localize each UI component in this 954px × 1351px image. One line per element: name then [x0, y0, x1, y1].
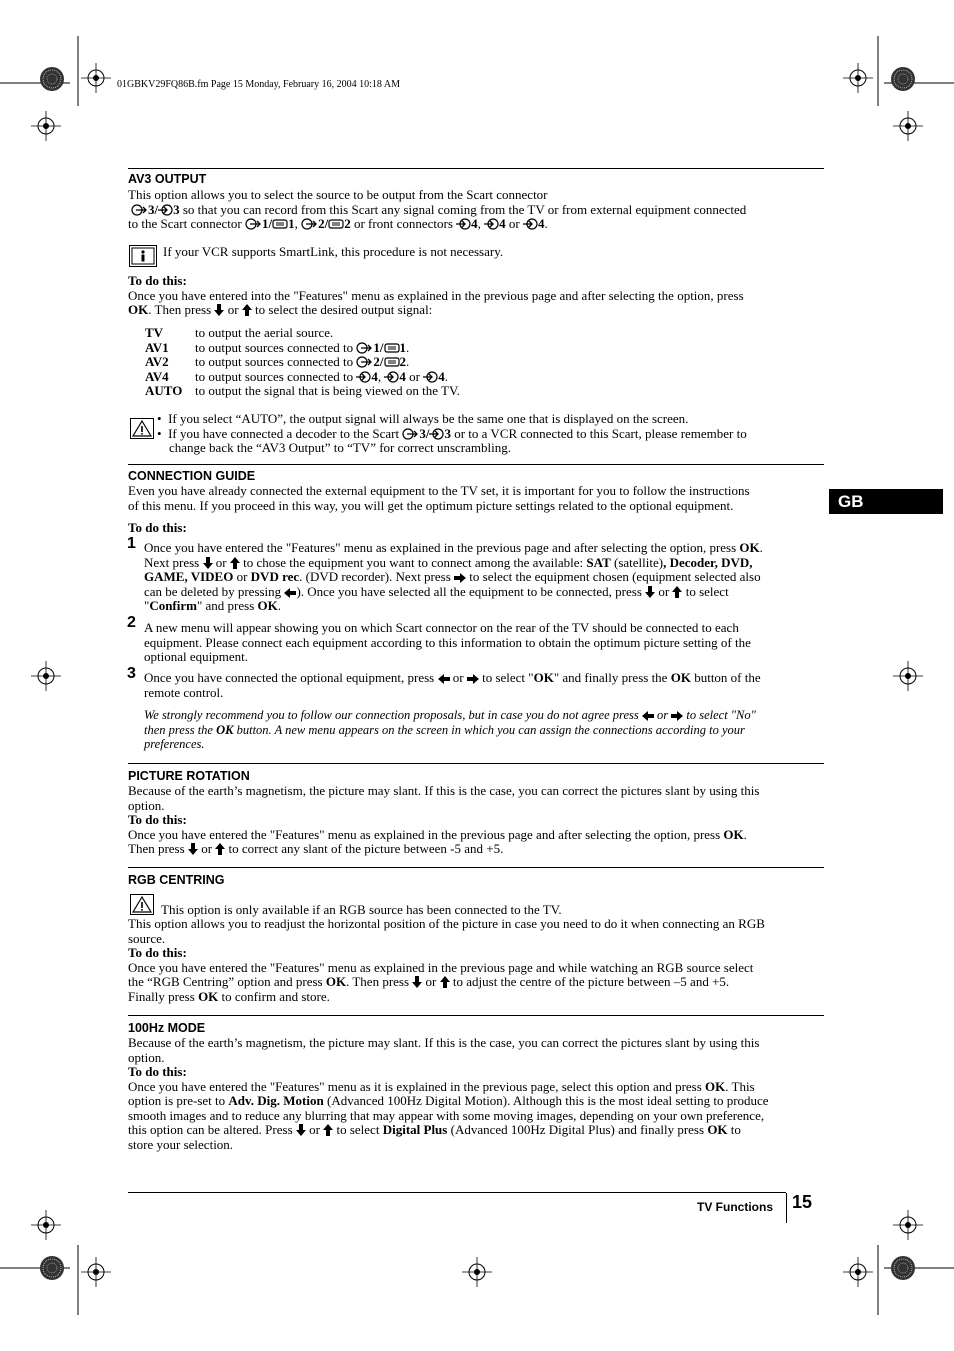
- footer-section-label: TV Functions: [697, 1200, 773, 1214]
- text: Once you have entered the "Features" menu as explained in the previous page and after selecting the option, press: [128, 826, 724, 842]
- file-header: 01GBKV29FQ86B.fm Page 15 Monday, February 16, 2004 10:18 AM: [117, 79, 400, 90]
- option-text: to output the signal that is being viewed on the TV.: [195, 383, 460, 398]
- text-line: [144, 723, 824, 738]
- rgb-body: [128, 917, 824, 1004]
- text: to the Scart connector: [128, 216, 245, 231]
- text: OK: [198, 988, 219, 1004]
- text: or: [212, 554, 230, 570]
- text: to select ": [478, 670, 534, 685]
- arrow-down-icon: [645, 586, 655, 598]
- arrow-up-icon: [242, 304, 252, 316]
- text: Then press: [128, 841, 188, 856]
- text: If you have connected a decoder to the Scart: [168, 425, 403, 441]
- text: . Then press: [148, 302, 215, 317]
- text-line: change back the “AV3 Output” to “TV” for correct unscrambling.: [169, 440, 511, 455]
- text: OK: [325, 974, 347, 989]
- footer-divider: [786, 1193, 787, 1223]
- text: or: [305, 1122, 324, 1137]
- connection-recommendation: [144, 708, 824, 752]
- hz100-title: 100Hz MODE: [128, 1021, 206, 1035]
- text: ,: [377, 368, 385, 384]
- text: 2: [399, 354, 407, 369]
- language-tab: GB: [829, 489, 943, 514]
- text: or: [233, 569, 251, 584]
- text-line: This option allows you to select the source to be output from the Scart connector: [128, 187, 548, 202]
- text-line: [128, 842, 824, 857]
- text: Once you have entered the "Features" menu as explained in the previous page and after selecting the option, press: [144, 540, 740, 555]
- text: OK: [723, 826, 744, 842]
- text: or: [422, 974, 440, 989]
- todo-heading: To do this:: [128, 812, 187, 827]
- text: 4: [399, 368, 406, 384]
- text: ,: [477, 216, 485, 231]
- text: to select: [682, 583, 729, 599]
- av3-info-note: If your VCR supports SmartLink, this procedure is not necessary.: [163, 244, 504, 259]
- text: this option can be altered. Press: [128, 1122, 296, 1137]
- scart-out-icon: [301, 218, 318, 230]
- text: or: [197, 841, 216, 856]
- text: Once you have entered the "Features" menu as it is explained in the previous page, select this option and press: [128, 1078, 706, 1094]
- text: to adjust the centre of the picture between –5 and +5.: [449, 974, 730, 989]
- text-line: This option allows you to readjust the horizontal position of the picture in case you need to do it when connecting an RGB: [128, 916, 765, 931]
- text-line: Once you have entered the "Features" menu as explained in the previous page and after selecting the option, press OK.: [144, 540, 763, 555]
- option-key: AV4: [145, 368, 169, 384]
- text-line: preferences.: [144, 737, 205, 751]
- section-rule: [128, 1015, 824, 1016]
- text: .: [544, 216, 548, 231]
- text-line: Because of the earth’s magnetism, the picture may slant. If this is the case, you can correct the pictures slant by using this: [128, 1035, 760, 1050]
- arrow-up-icon: [215, 843, 225, 855]
- text-line: [128, 1123, 824, 1138]
- text-line: Even you have already connected the external equipment to the TV set, it is important for you to follow the instructions: [128, 483, 750, 498]
- text: (Advanced 100Hz Digital Plus) and finally press: [447, 1122, 708, 1137]
- text: 1/: [373, 339, 384, 355]
- text-line: option.: [128, 1049, 165, 1065]
- text-line: equipment. Please connect each equipment according to this information to obtain the optimum picture setting of the: [144, 634, 751, 650]
- arrow-down-icon: [296, 1124, 306, 1136]
- text: 4: [499, 216, 506, 231]
- todo-heading: To do this:: [128, 945, 187, 960]
- todo-heading: To do this:: [128, 273, 187, 288]
- text-line: A new menu will appear showing you on which Scart connector on the rear of the TV should be connected to each: [144, 620, 739, 635]
- option-key: TV: [145, 325, 164, 340]
- text: to: [727, 1122, 741, 1137]
- text: 1/: [261, 216, 273, 231]
- arrow-right-icon: [454, 573, 466, 583]
- rotation-title: PICTURE ROTATION: [128, 769, 250, 783]
- text-line: of this menu. If you proceed in this way, you will get the optimum picture settings related to the optional equipment.: [128, 497, 734, 513]
- list-item: [145, 341, 460, 356]
- text-line: store your selection.: [128, 1136, 234, 1152]
- text: ,: [294, 216, 302, 231]
- av3-intro: [128, 188, 824, 232]
- option-key: AUTO: [145, 383, 183, 398]
- option-text: to output sources connected to: [195, 368, 357, 384]
- step-number: 3: [127, 665, 136, 682]
- text-line: [144, 585, 824, 600]
- text: Next press: [144, 554, 203, 570]
- arrow-right-icon: [671, 711, 683, 721]
- text: 4: [537, 216, 545, 231]
- text-line: source.: [128, 930, 166, 946]
- scart-out-icon: [356, 356, 373, 368]
- text: to correct any slant of the picture between -5 and +5.: [225, 841, 504, 856]
- text: , Decoder, DVD,: [663, 554, 753, 570]
- av3-title: AV3 OUTPUT: [128, 172, 207, 186]
- text-line: [144, 599, 824, 614]
- text: to confirm and store.: [218, 988, 330, 1004]
- footer-rule: [128, 1192, 786, 1193]
- text: the “RGB Centring” option and press: [128, 974, 326, 989]
- text: OK: [707, 1122, 728, 1137]
- text: to select "No": [683, 708, 756, 722]
- text: " and press: [196, 598, 258, 613]
- text: to chose the equipment you want to connect among the available:: [239, 554, 587, 570]
- text-line: [128, 303, 824, 318]
- text: .: [406, 354, 410, 369]
- text: . This: [725, 1078, 755, 1094]
- arrow-down-icon: [412, 976, 422, 988]
- bullet-item: • If you select “AUTO”, the output signal will always be the same one that is displayed on the screen.: [157, 411, 689, 426]
- text-line: [128, 828, 824, 843]
- text: 1: [399, 339, 407, 355]
- text-line: [128, 1094, 824, 1109]
- list-item: [145, 355, 460, 370]
- text: We strongly recommend you to follow our connection proposals, but in case you do not agree press: [144, 708, 642, 722]
- scart-out-icon: [131, 204, 148, 216]
- section-rule: [128, 464, 824, 465]
- text: ). Once you have selected all the equipment to be connected, press: [296, 583, 646, 599]
- info-icon: [129, 245, 157, 267]
- text: .: [277, 598, 282, 613]
- text: option is pre-set to: [128, 1093, 229, 1108]
- step-2: [144, 621, 824, 665]
- scart-in-icon: [158, 204, 173, 216]
- text-line: Because of the earth’s magnetism, the picture may slant. If this is the case, you can correct the pictures slant by using this: [128, 783, 760, 798]
- section-rule: [128, 168, 824, 169]
- text-line: Once you have entered the "Features" menu as explained in the previous page and while watching an RGB source select: [128, 959, 754, 975]
- text: OK: [128, 302, 149, 317]
- arrow-down-icon: [203, 557, 213, 569]
- text: 4: [371, 368, 378, 384]
- front-input-icon: [384, 371, 399, 383]
- text-line: Once you have entered into the "Features" menu as explained in the previous page and after selecting the option, press: [128, 287, 744, 303]
- warning-icon: [130, 894, 154, 915]
- text-line: [128, 975, 824, 990]
- arrow-down-icon: [214, 304, 224, 316]
- text: Confirm: [149, 598, 197, 613]
- text: " and finally press the: [553, 670, 671, 685]
- front-input-icon: [484, 218, 499, 230]
- text: 1: [288, 216, 295, 231]
- section-rule: [128, 867, 824, 868]
- text: (satellite): [610, 554, 664, 570]
- text: 2/: [373, 354, 384, 369]
- av3-options: [145, 326, 460, 399]
- text: 4: [438, 368, 445, 384]
- text-line: [128, 1080, 824, 1095]
- text: Once you have connected the optional equipment, press: [144, 670, 438, 685]
- text: to select the desired output signal:: [251, 302, 433, 317]
- text: 3: [173, 201, 180, 217]
- text: can be deleted by pressing: [144, 583, 285, 599]
- front-input-icon: [423, 371, 438, 383]
- rgb-title: RGB CENTRING: [128, 873, 225, 887]
- option-text: to output the aerial source.: [195, 325, 334, 340]
- scart-rgb-icon: [272, 218, 288, 230]
- step-3: [144, 671, 824, 700]
- text: OK: [670, 670, 691, 685]
- front-input-icon: [356, 371, 371, 383]
- todo-heading: [128, 521, 824, 536]
- text: Adv. Dig. Motion: [228, 1093, 324, 1108]
- option-key: AV2: [145, 354, 169, 369]
- text-line: [144, 671, 824, 686]
- text: so that you can record from this Scart any signal coming from the TV or from external equipment connected: [179, 201, 747, 217]
- text: 3/: [419, 425, 430, 441]
- arrow-left-icon: [642, 711, 654, 721]
- text: or: [449, 670, 467, 685]
- text-line: [128, 203, 824, 218]
- text: (Advanced 100Hz Digital Motion). Although this is the most ideal setting to produce: [323, 1093, 769, 1108]
- text-line: smooth images and to reduce any blurring that may appear with some moving images, depending on your own preference,: [128, 1107, 765, 1123]
- text: or: [653, 708, 672, 722]
- scart-rgb-icon: [328, 218, 344, 230]
- text: Digital Plus: [382, 1122, 448, 1137]
- scart-out-icon: [245, 218, 262, 230]
- av3-todo: [128, 274, 824, 318]
- text: GAME, VIDEO: [144, 569, 234, 584]
- page-number: 15: [792, 1192, 813, 1212]
- text: 4: [471, 216, 478, 231]
- text-line: remote control.: [144, 684, 224, 700]
- connection-intro: [128, 484, 824, 513]
- av3-warnings: [157, 412, 824, 456]
- scart-rgb-icon: [384, 342, 400, 354]
- text: If you select “AUTO”, the output signal will always be the same one that is displayed on the screen.: [168, 411, 689, 426]
- text: 3/: [148, 201, 159, 217]
- text: .: [743, 826, 747, 842]
- text: or: [224, 302, 242, 317]
- list-item: [145, 384, 460, 399]
- rgb-warning: This option is only available if an RGB source has been connected to the TV.: [161, 902, 562, 917]
- text: . Then press: [346, 974, 413, 989]
- section-rule: [128, 763, 824, 764]
- text: button. A new menu appears on the screen in which you can assign the connections according to your: [233, 722, 745, 737]
- text: SAT: [586, 554, 611, 570]
- text: OK: [216, 722, 234, 737]
- arrow-down-icon: [188, 843, 198, 855]
- text: .: [444, 368, 448, 384]
- text-line: [144, 570, 824, 585]
- arrow-up-icon: [323, 1124, 333, 1136]
- text: to select the equipment chosen (equipment selected also: [466, 569, 761, 584]
- scart-in-icon: [429, 428, 444, 440]
- text-line: [144, 708, 824, 723]
- scart-rgb-icon: [384, 356, 400, 368]
- step-1: [144, 541, 824, 614]
- text: 2: [344, 216, 351, 231]
- step-number: 2: [127, 614, 136, 631]
- text: . (DVD recorder). Next press: [299, 569, 455, 584]
- rotation-body: [128, 784, 824, 857]
- text: ": [144, 598, 150, 613]
- option-text: to output sources connected to: [195, 339, 357, 355]
- arrow-right-icon: [467, 674, 479, 684]
- text: OK: [533, 670, 554, 685]
- warning-icon: [130, 418, 154, 439]
- connection-title: CONNECTION GUIDE: [128, 469, 256, 483]
- hz100-body: [128, 1036, 824, 1152]
- arrow-up-icon: [230, 557, 240, 569]
- text: To do this:: [128, 520, 187, 535]
- front-input-icon: [456, 218, 471, 230]
- text: to select: [333, 1122, 383, 1137]
- text: button of the: [690, 670, 761, 685]
- text-line: option.: [128, 797, 165, 813]
- text: or front connectors: [350, 216, 457, 231]
- text: Finally press: [128, 988, 199, 1004]
- text: 2/: [318, 216, 329, 231]
- bullet-item: • If you have connected a decoder to the Scart 3/ 3 or to a VCR connected to this Scart, please remember to: [157, 425, 747, 441]
- arrow-left-icon: [284, 588, 296, 598]
- text: or: [505, 216, 523, 231]
- option-text: to output sources connected to: [195, 354, 357, 369]
- text: OK: [257, 598, 278, 613]
- scart-out-icon: [356, 342, 373, 354]
- text: 3: [444, 425, 451, 441]
- text: or to a VCR connected to this Scart, please remember to: [450, 425, 747, 441]
- arrow-up-icon: [672, 586, 682, 598]
- text-line: [128, 217, 824, 232]
- text: or: [655, 583, 673, 599]
- list-item: [145, 326, 460, 341]
- scart-out-icon: [402, 428, 419, 440]
- todo-heading: To do this:: [128, 1064, 187, 1079]
- step-number: 1: [127, 535, 136, 552]
- text-line: optional equipment.: [144, 649, 248, 664]
- arrow-left-icon: [438, 674, 450, 684]
- option-key: AV1: [145, 339, 169, 355]
- list-item: [145, 370, 460, 385]
- text: DVD rec: [250, 569, 300, 584]
- arrow-up-icon: [440, 976, 450, 988]
- text: OK: [705, 1078, 726, 1094]
- text: OK: [739, 540, 760, 555]
- front-input-icon: [523, 218, 538, 230]
- text: .: [406, 339, 410, 355]
- text-line: [128, 990, 824, 1005]
- text: then press the: [144, 722, 217, 737]
- text-line: [144, 556, 824, 571]
- text: or: [405, 368, 424, 384]
